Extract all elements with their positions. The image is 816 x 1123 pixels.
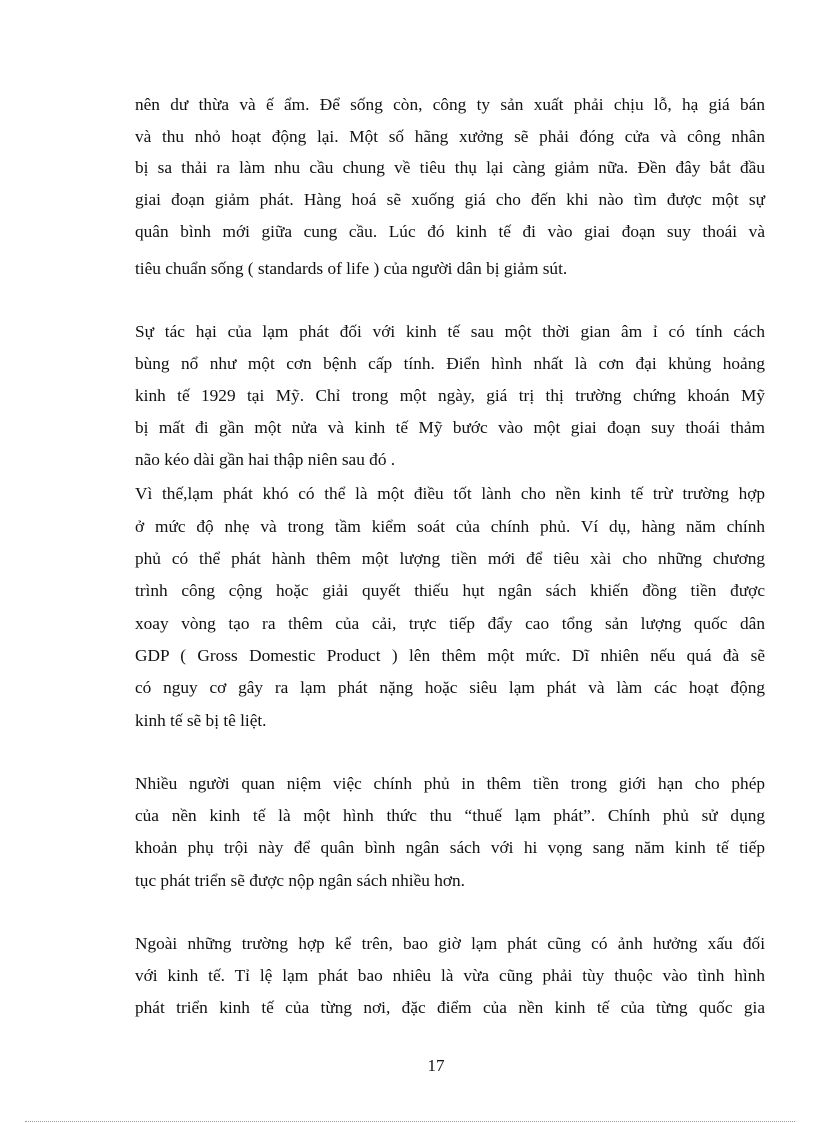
page-number: 17 (427, 1056, 445, 1075)
text-line: trình công cộng hoặc giải quyết thiếu hụt ngân sách khiến đồng tiền được (135, 581, 765, 600)
text-line: não kéo dài gần hai thập niên sau đó . (135, 450, 396, 469)
text-line: kinh tế 1929 tại Mỹ. Chỉ trong một ngày, giá trị thị trường chứng khoán Mỹ (135, 386, 765, 405)
text-line: nên dư thừa và ế ẩm. Để sống còn, công ty sản xuất phải chịu lỗ, hạ giá bán (135, 95, 765, 114)
text-line: GDP ( Gross Domestic Product ) lên thêm một mức. Dĩ nhiên nếu quá đà sẽ (135, 646, 765, 665)
text-line: với kinh tế. Tỉ lệ lạm phát bao nhiêu là vừa cũng phải tùy thuộc vào tình hình (135, 966, 765, 985)
text-line: của nền kinh tế là một hình thức thu “thuế lạm phát”. Chính phủ sử dụng (135, 806, 765, 825)
text-line: Nhiều người quan niệm việc chính phủ in thêm tiền trong giới hạn cho phép (135, 774, 765, 793)
text-line: Sự tác hại của lạm phát đối với kinh tế sau một thời gian âm ỉ có tính cách (135, 322, 765, 341)
text-line: xoay vòng tạo ra thêm của cải, trực tiếp đẩy cao tổng sản lượng quốc dân (135, 614, 765, 633)
text-line: phát triển kinh tế của từng nơi, đặc điểm của nền kinh tế của từng quốc gia (135, 998, 765, 1017)
text-line: Ngoài những trường hợp kể trên, bao giờ lạm phát cũng có ảnh hưởng xấu đối (135, 934, 765, 953)
text-line: tục phát triển sẽ được nộp ngân sách nhiều hơn. (135, 871, 465, 890)
text-line: bị sa thải ra làm nhu cầu chung về tiêu thụ lại càng giảm nữa. Đền đây bắt đầu (135, 158, 765, 177)
text-line: có nguy cơ gây ra lạm phát nặng hoặc siêu lạm phát và làm các hoạt động (135, 678, 765, 697)
text-line: quân bình mới giữa cung cầu. Lúc đó kinh tế đi vào giai đoạn suy thoái và (135, 222, 765, 241)
text-line: giai đoạn giảm phát. Hàng hoá sẽ xuống giá cho đến khi nào tìm được một sự (135, 190, 765, 209)
text-line: Vì thế,lạm phát khó có thể là một điều tốt lành cho nền kinh tế trừ trường hợp (135, 484, 765, 503)
page-boundary-divider (25, 1121, 795, 1122)
text-line: phủ có thể phát hành thêm một lượng tiền mới để tiêu xài cho những chương (135, 549, 765, 568)
text-line: khoản phụ trội này để quân bình ngân sách với hi vọng sang năm kinh tế tiếp (135, 838, 765, 857)
text-line: bị mất đi gần một nửa và kinh tế Mỹ bước vào một giai đoạn suy thoái thảm (135, 418, 765, 437)
text-line: bùng nổ như một cơn bệnh cấp tính. Điển hình nhất là cơn đại khủng hoảng (135, 354, 765, 373)
text-line: ở mức độ nhẹ và trong tầm kiểm soát của chính phủ. Ví dụ, hàng năm chính (135, 517, 765, 536)
text-line: và thu nhỏ hoạt động lại. Một số hãng xưởng sẽ phải đóng cửa và công nhân (135, 127, 765, 146)
text-line: kinh tế sẽ bị tê liệt. (135, 711, 267, 730)
text-line: tiêu chuẩn sống ( standards of life ) của người dân bị giảm sút. (135, 259, 568, 278)
